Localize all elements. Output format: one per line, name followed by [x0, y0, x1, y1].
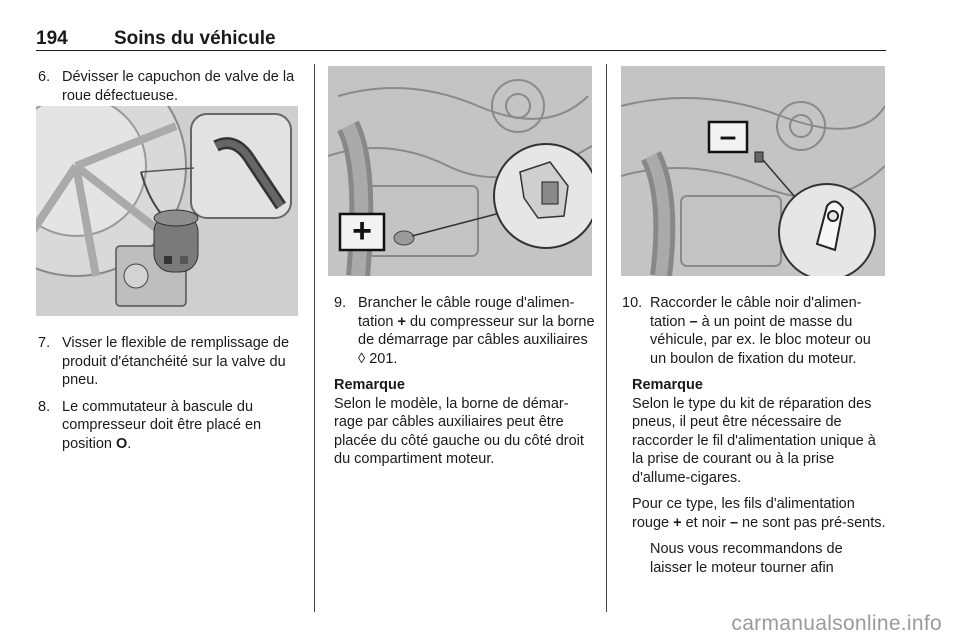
step-7 — [38, 334, 304, 390]
step-text-b: à un point de masse du véhicule, par ex. le bloc moteur ou un boulon de fixation du moteur. — [650, 313, 871, 367]
step-text: Dévisser le capuchon de valve de la roue défectueuse. — [62, 69, 295, 104]
step-number: 6. — [38, 69, 51, 85]
note-paragraph-1: Selon le type du kit de réparation des pneus, il peut être nécessaire de raccorder le fil d'alimentation unique à la prise de courant ou à la prise d'allume-cigares. — [632, 395, 876, 486]
note-text: Selon le modèle, la borne de démar-rage par câbles auxiliaires peut être placée du côté gauche ou du côté droit du compartiment moteur. — [334, 395, 584, 467]
note-block — [622, 376, 888, 577]
note-paragraph-2 — [632, 495, 888, 532]
step-number: 8. — [38, 398, 51, 415]
figure-ground-point — [621, 66, 885, 276]
plus-terminal-sign: + — [352, 212, 372, 250]
note-paragraph-3: Nous vous recommandons de laisser le moteur tourner afin — [650, 541, 843, 576]
engine-bay-positive-illustration — [328, 66, 592, 276]
page-number: 194 — [36, 28, 68, 49]
page-header — [36, 28, 886, 51]
watermark: carmanualsonline.info — [731, 612, 942, 635]
column-2 — [334, 294, 596, 477]
page-reference-link[interactable]: 201. — [365, 350, 398, 367]
step-number: 7. — [38, 335, 51, 351]
plus-symbol: + — [673, 514, 682, 531]
step-10 — [622, 294, 888, 368]
step-6 — [38, 68, 304, 105]
page-reference-arrow-icon: ◊ — [358, 350, 366, 367]
step-number: 9. — [334, 295, 347, 311]
step-text: Visser le flexible de remplissage de produit d'étanchéité sur la valve du pneu. — [62, 335, 290, 388]
note-heading: Remarque — [334, 377, 405, 393]
step-text-a: Le commutateur à bascule du compresseur doit être placé en position — [62, 398, 262, 452]
column-divider-1 — [314, 64, 315, 612]
step-text-a: Brancher le câble rouge d'alimen-tation — [358, 295, 575, 330]
figure-compressor-valve — [36, 106, 298, 316]
note-paragraph-2-a: Pour ce type, les fils d'alimentation rouge — [632, 496, 855, 531]
step-8 — [38, 398, 304, 454]
column-3 — [622, 294, 888, 585]
step-9 — [334, 294, 596, 368]
step-text-b: . — [127, 435, 132, 452]
minus-symbol: – — [689, 313, 698, 330]
plus-symbol: + — [397, 313, 406, 330]
column-divider-2 — [606, 64, 607, 612]
note-heading: Remarque — [632, 377, 703, 393]
compressor-illustration — [36, 106, 298, 316]
off-position-symbol: O — [116, 435, 128, 452]
engine-bay-ground-illustration — [621, 66, 885, 276]
note-paragraph-2-b: et noir — [681, 514, 730, 531]
step-text-a: Raccorder le câble noir d'alimen-tation — [650, 295, 862, 330]
step-number: 10. — [622, 295, 643, 311]
minus-symbol: – — [729, 514, 739, 531]
note-paragraph-2-c: ne sont pas pré-sents. — [738, 514, 886, 531]
step-text-b: du compresseur sur la borne de démarrage par câbles auxiliaires — [358, 313, 595, 348]
page-title: Soins du véhicule — [114, 28, 276, 49]
figure-positive-terminal — [328, 66, 592, 276]
column-1-lower — [38, 334, 304, 461]
minus-terminal-sign: – — [719, 120, 737, 153]
